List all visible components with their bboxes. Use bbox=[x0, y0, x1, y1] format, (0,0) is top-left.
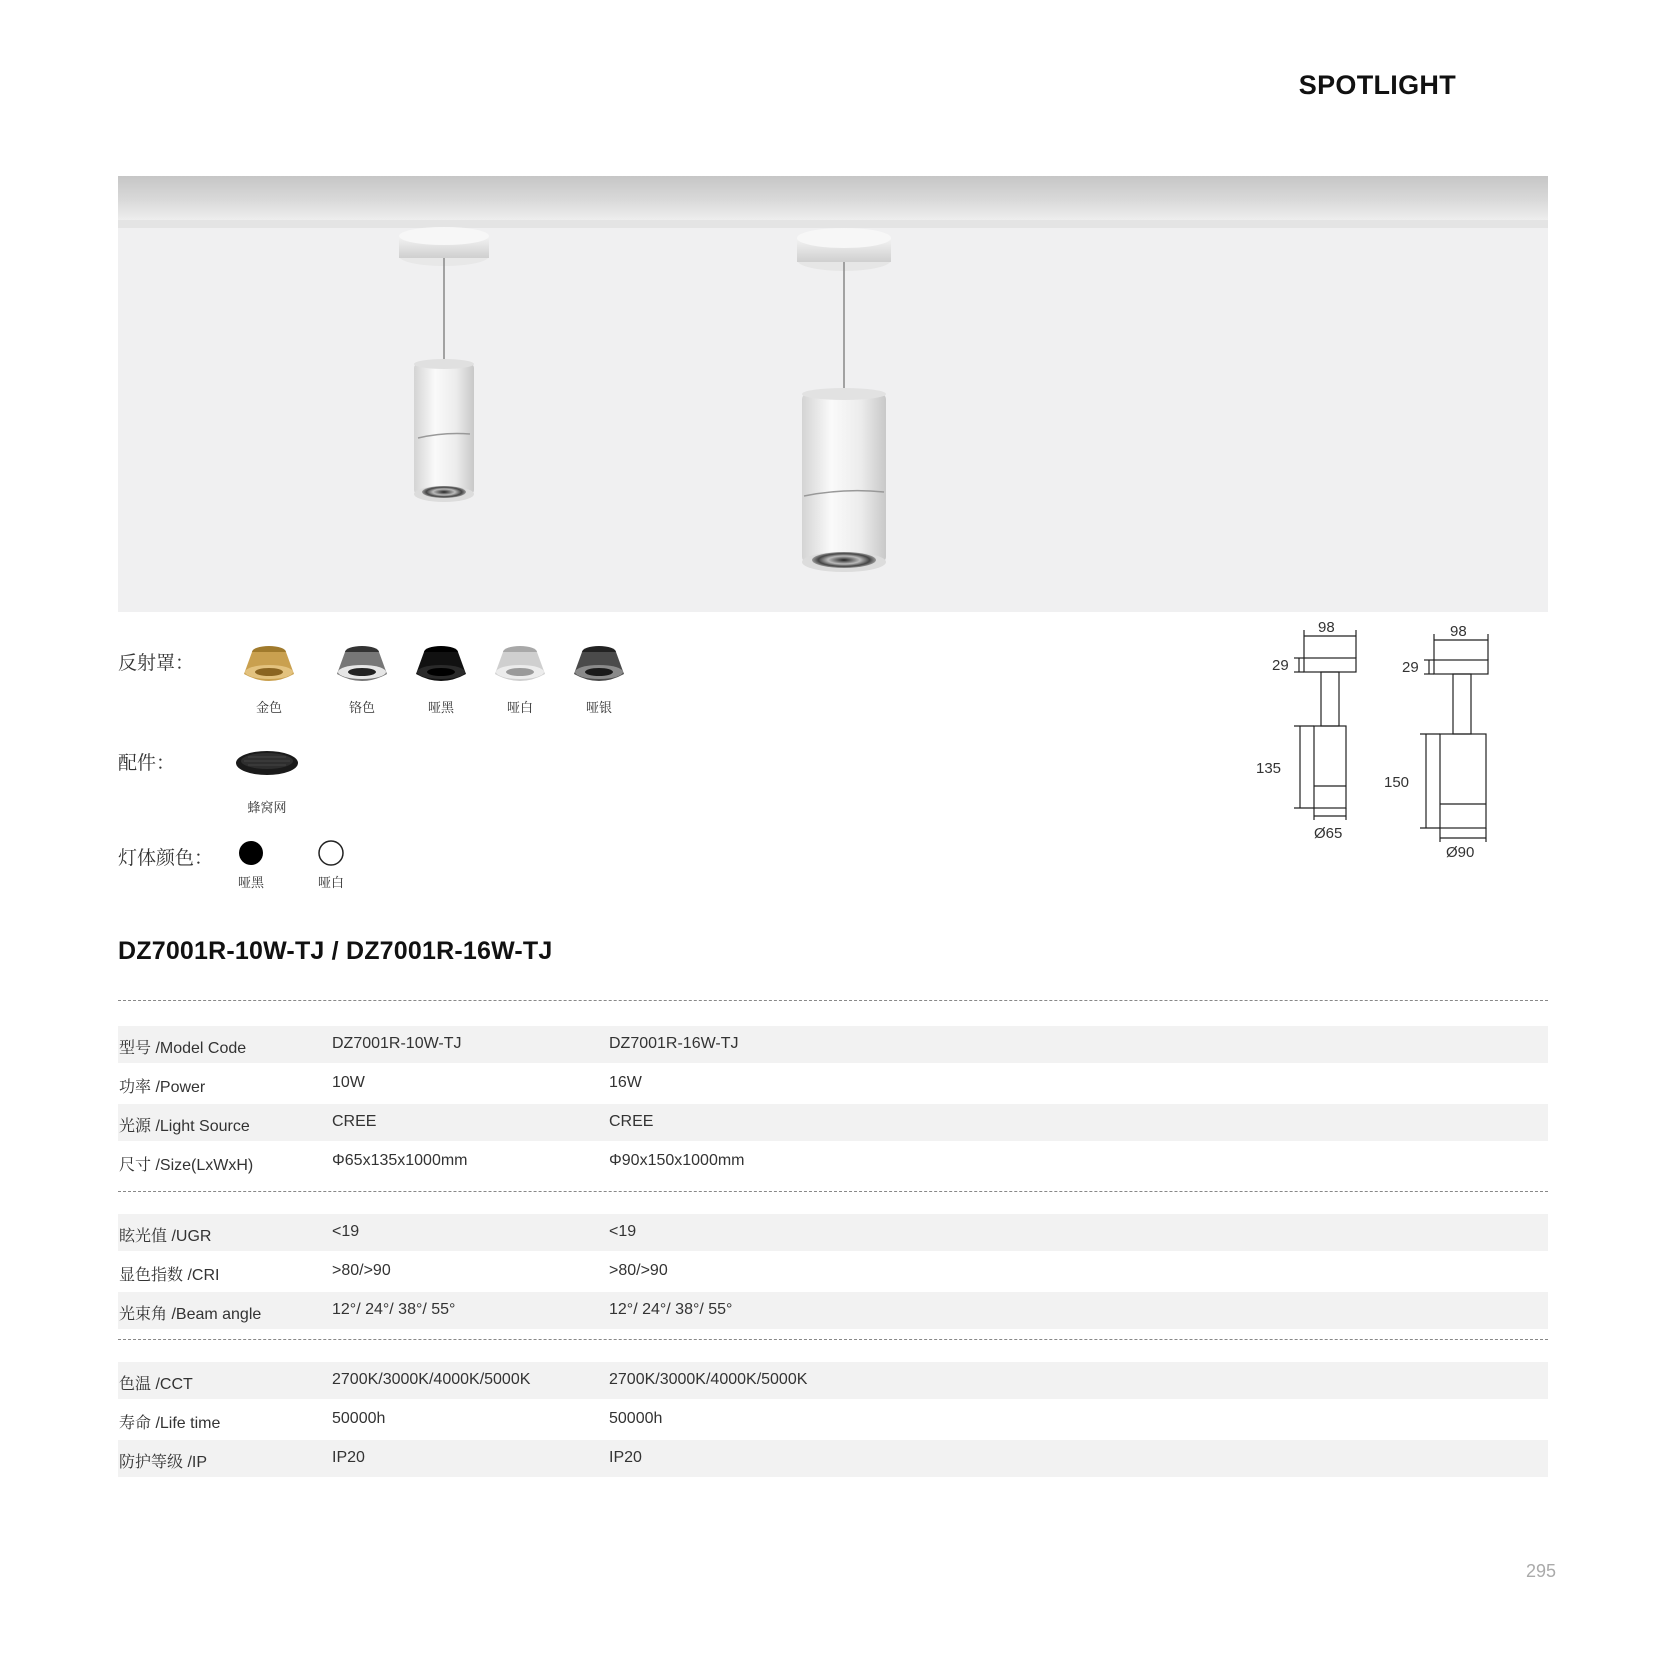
product-hero-image bbox=[118, 176, 1548, 612]
honeycomb-mesh-icon bbox=[232, 748, 302, 778]
spec-value-16w: DZ7001R-16W-TJ bbox=[609, 1035, 739, 1052]
body-color-label: 灯体颜色： bbox=[118, 848, 214, 869]
table-row bbox=[118, 1401, 1548, 1438]
page-number: 295 bbox=[1525, 1561, 1556, 1581]
spec-value-16w: 12°/ 24°/ 38°/ 55° bbox=[609, 1301, 733, 1318]
spec-value-16w: <19 bbox=[609, 1223, 637, 1240]
drawing-small-top: 29 bbox=[1272, 657, 1289, 674]
spec-value-16w: IP20 bbox=[609, 1449, 642, 1466]
spec-value-16w: >80/>90 bbox=[609, 1262, 668, 1279]
drawing-large-width: 98 bbox=[1450, 623, 1467, 640]
spec-label: 尺寸 /Size(LxWxH) bbox=[119, 1157, 254, 1174]
reflector-matte-black-swatch bbox=[416, 646, 466, 681]
model-title: DZ7001R-10W-TJ / DZ7001R-16W-TJ bbox=[118, 937, 553, 965]
body-color-white-label: 哑白 bbox=[317, 875, 344, 890]
spec-label: 光束角 /Beam angle bbox=[119, 1306, 262, 1323]
drawing-small bbox=[1294, 630, 1356, 820]
spec-label: 防护等级 /IP bbox=[119, 1454, 208, 1471]
table-row bbox=[118, 1440, 1548, 1477]
reflector-gold-label: 金色 bbox=[255, 700, 282, 715]
table-row bbox=[118, 1065, 1548, 1102]
spec-value-10w: 10W bbox=[332, 1074, 365, 1091]
spec-value-10w: DZ7001R-10W-TJ bbox=[332, 1035, 462, 1052]
spec-value-16w: CREE bbox=[609, 1113, 654, 1130]
table-row bbox=[118, 1253, 1548, 1290]
spec-label: 型号 /Model Code bbox=[119, 1040, 247, 1057]
divider bbox=[118, 1339, 1548, 1340]
drawing-large-height: 150 bbox=[1384, 774, 1410, 791]
spec-value-10w: >80/>90 bbox=[332, 1262, 391, 1279]
reflector-matte-white-swatch bbox=[495, 646, 545, 681]
reflector-matte-white-label: 哑白 bbox=[506, 700, 533, 715]
drawing-large-diameter: Ø90 bbox=[1446, 844, 1475, 860]
body-color-swatches bbox=[238, 840, 348, 868]
drawing-large bbox=[1420, 634, 1488, 842]
table-row bbox=[118, 1362, 1548, 1399]
reflector-label: 反射罩： bbox=[118, 653, 195, 674]
reflector-matte-silver-label: 哑银 bbox=[585, 700, 612, 715]
body-color-black-label: 哑黑 bbox=[237, 875, 264, 890]
divider bbox=[118, 1191, 1548, 1192]
table-row bbox=[118, 1292, 1548, 1329]
reflector-chrome-swatch bbox=[337, 646, 387, 681]
spec-value-10w: 50000h bbox=[332, 1410, 386, 1427]
table-row bbox=[118, 1026, 1548, 1063]
body-color-black-swatch bbox=[239, 841, 263, 865]
reflector-gold-swatch bbox=[244, 646, 294, 681]
spec-label: 寿命 /Life time bbox=[119, 1415, 221, 1432]
dimension-drawings bbox=[1250, 618, 1500, 860]
drawing-large-top: 29 bbox=[1402, 659, 1419, 676]
spec-label: 光源 /Light Source bbox=[119, 1118, 250, 1135]
spec-value-10w: IP20 bbox=[332, 1449, 365, 1466]
table-row bbox=[118, 1214, 1548, 1251]
reflector-matte-silver-swatch bbox=[574, 646, 624, 681]
spec-value-10w: 12°/ 24°/ 38°/ 55° bbox=[332, 1301, 456, 1318]
reflector-matte-black-label: 哑黑 bbox=[427, 700, 454, 715]
reflector-swatches bbox=[236, 642, 636, 688]
spec-label: 色温 /CCT bbox=[119, 1376, 193, 1393]
spec-value-10w: 2700K/3000K/4000K/5000K bbox=[332, 1371, 531, 1388]
spec-value-16w: 2700K/3000K/4000K/5000K bbox=[609, 1371, 808, 1388]
page-header-title: SPOTLIGHT bbox=[1298, 70, 1456, 100]
spec-value-10w: CREE bbox=[332, 1113, 377, 1130]
table-row bbox=[118, 1143, 1548, 1180]
drawing-small-width: 98 bbox=[1318, 619, 1335, 636]
spec-label: 显色指数 /CRI bbox=[119, 1267, 220, 1284]
spec-value-10w: <19 bbox=[332, 1223, 360, 1240]
drawing-small-diameter: Ø65 bbox=[1314, 825, 1343, 842]
accessory-honeycomb-label: 蜂窝网 bbox=[247, 800, 287, 815]
drawing-small-height: 135 bbox=[1256, 760, 1282, 777]
spec-label: 功率 /Power bbox=[119, 1079, 206, 1096]
spec-value-10w: Φ65x135x1000mm bbox=[332, 1152, 468, 1169]
spec-value-16w: Φ90x150x1000mm bbox=[609, 1152, 745, 1169]
reflector-chrome-label: 铬色 bbox=[348, 700, 375, 715]
spec-label: 眩光值 /UGR bbox=[119, 1228, 212, 1245]
table-row bbox=[118, 1104, 1548, 1141]
accessory-label: 配件： bbox=[118, 753, 176, 774]
spec-value-16w: 16W bbox=[609, 1074, 642, 1091]
spec-value-16w: 50000h bbox=[609, 1410, 663, 1427]
body-color-white-swatch bbox=[319, 841, 343, 865]
divider bbox=[118, 1000, 1548, 1001]
